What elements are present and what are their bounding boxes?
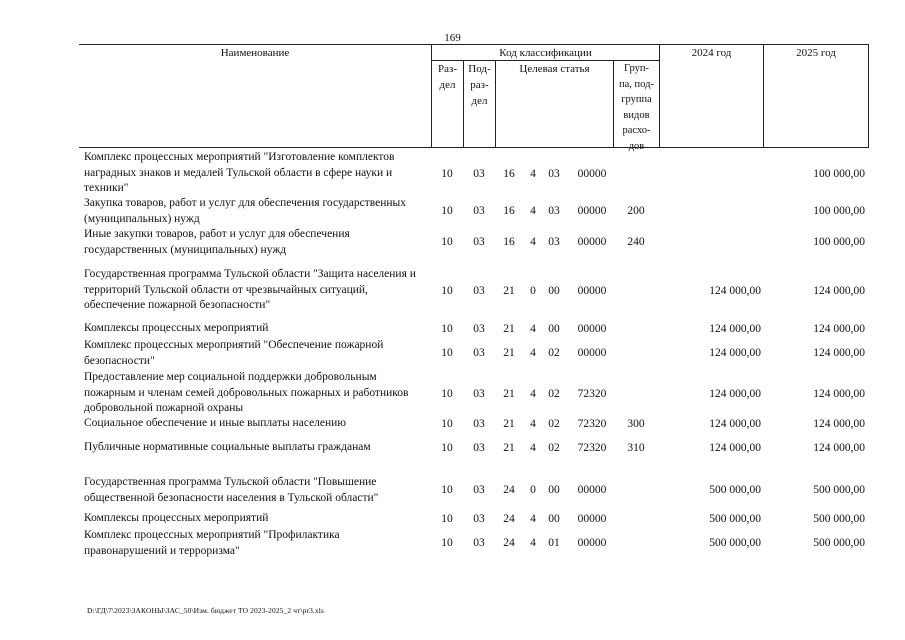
target-subprogram: 02 xyxy=(548,418,560,430)
row-name: Закупка товаров, работ и услуг для обеспечения государственных (муниципальных) нужд xyxy=(84,197,407,225)
amount-2025: 124 000,00 xyxy=(813,418,865,430)
target-type: 4 xyxy=(530,205,536,217)
amount-2025: 100 000,00 xyxy=(813,205,865,217)
target-program: 21 xyxy=(503,323,515,335)
amount-2025: 124 000,00 xyxy=(813,388,865,400)
amount-2024: 124 000,00 xyxy=(709,418,761,430)
podrazdel: 03 xyxy=(473,537,485,549)
expense-group: 200 xyxy=(627,205,645,217)
header-code: Код классификации xyxy=(431,45,659,60)
target-program: 24 xyxy=(503,484,515,496)
target-program: 24 xyxy=(503,537,515,549)
target-program: 21 xyxy=(503,388,515,400)
target-direction: 00000 xyxy=(577,236,607,248)
target-subprogram: 02 xyxy=(548,347,560,359)
target-program: 21 xyxy=(503,347,515,359)
target-direction: 00000 xyxy=(577,323,607,335)
amount-2024: 124 000,00 xyxy=(709,323,761,335)
target-program: 24 xyxy=(503,513,515,525)
amount-2024: 124 000,00 xyxy=(709,442,761,454)
podrazdel: 03 xyxy=(473,513,485,525)
row-name: Публичные нормативные социальные выплаты гражданам xyxy=(84,441,371,453)
amount-2025: 124 000,00 xyxy=(813,285,865,297)
podrazdel: 03 xyxy=(473,442,485,454)
target-type: 0 xyxy=(530,484,536,496)
razdel: 10 xyxy=(441,418,453,430)
amount-2024: 124 000,00 xyxy=(709,388,761,400)
row-name: Комплекс процессных мероприятий "Обеспечение пожарной безопасности" xyxy=(84,339,384,367)
row-name: Комплекс процессных мероприятий "Профилактика правонарушений и терроризма" xyxy=(84,529,340,557)
podrazdel: 03 xyxy=(473,236,485,248)
amount-2025: 100 000,00 xyxy=(813,168,865,180)
row-name: Комплексы процессных мероприятий xyxy=(84,512,269,524)
razdel: 10 xyxy=(441,513,453,525)
row-name: Комплексы процессных мероприятий xyxy=(84,322,269,334)
razdel: 10 xyxy=(441,537,453,549)
target-direction: 00000 xyxy=(577,205,607,217)
target-program: 16 xyxy=(503,205,515,217)
target-program: 21 xyxy=(503,285,515,297)
row-name: Государственная программа Тульской области "Повышение общественной безопасности населения в Тульской области" xyxy=(84,476,379,504)
razdel: 10 xyxy=(441,168,453,180)
row-name: Комплекс процессных мероприятий "Изготовление комплектов наградных знаков и медалей Тульской области в сфере науки и техники" xyxy=(84,151,395,194)
row-name: Иные закупки товаров, работ и услуг для обеспечения государственных (муниципальных) нужд xyxy=(84,228,350,256)
amount-2024: 124 000,00 xyxy=(709,285,761,297)
razdel: 10 xyxy=(441,205,453,217)
razdel: 10 xyxy=(441,323,453,335)
amount-2025: 500 000,00 xyxy=(813,537,865,549)
podrazdel: 03 xyxy=(473,285,485,297)
expense-group: 300 xyxy=(627,418,645,430)
target-direction: 00000 xyxy=(577,347,607,359)
header-2024: 2024 год xyxy=(659,45,763,147)
podrazdel: 03 xyxy=(473,347,485,359)
target-program: 21 xyxy=(503,442,515,454)
podrazdel: 03 xyxy=(473,484,485,496)
razdel: 10 xyxy=(441,285,453,297)
amount-2025: 124 000,00 xyxy=(813,442,865,454)
podrazdel: 03 xyxy=(473,418,485,430)
amount-2024: 124 000,00 xyxy=(709,347,761,359)
target-direction: 72320 xyxy=(577,442,607,454)
target-subprogram: 02 xyxy=(548,388,560,400)
expense-group: 310 xyxy=(627,442,645,454)
header-name: Наименование xyxy=(220,47,290,59)
target-type: 0 xyxy=(530,285,536,297)
razdel: 10 xyxy=(441,347,453,359)
target-type: 4 xyxy=(530,236,536,248)
target-type: 4 xyxy=(530,537,536,549)
razdel: 10 xyxy=(441,388,453,400)
target-type: 4 xyxy=(530,442,536,454)
header-podrazdel: Под- раз- дел xyxy=(463,61,495,147)
target-direction: 72320 xyxy=(577,418,607,430)
target-direction: 72320 xyxy=(577,388,607,400)
podrazdel: 03 xyxy=(473,168,485,180)
row-name: Предоставление мер социальной поддержки добровольным пожарным и членам семей добровольных пожарных и работников добровольной пожарной охраны xyxy=(84,371,409,414)
amount-2024: 500 000,00 xyxy=(709,484,761,496)
target-subprogram: 00 xyxy=(548,285,560,297)
header-group: Груп- па, под- группа видов расхо- дов xyxy=(613,61,659,147)
target-subprogram: 03 xyxy=(548,205,560,217)
target-subprogram: 03 xyxy=(548,236,560,248)
target-program: 21 xyxy=(503,418,515,430)
target-subprogram: 00 xyxy=(548,513,560,525)
page-number: 169 xyxy=(444,32,461,44)
header-razdel: Раз- дел xyxy=(431,61,463,147)
target-type: 4 xyxy=(530,347,536,359)
target-direction: 00000 xyxy=(577,537,607,549)
target-direction: 00000 xyxy=(577,168,607,180)
razdel: 10 xyxy=(441,236,453,248)
amount-2024: 500 000,00 xyxy=(709,513,761,525)
podrazdel: 03 xyxy=(473,388,485,400)
target-program: 16 xyxy=(503,168,515,180)
razdel: 10 xyxy=(441,484,453,496)
file-path-footer: D:\ГД\7\2023\ЗАКОНЫ\ЗАС_50\Изм. бюджет ТО 2023-2025_2 чт\pr3.xls xyxy=(87,606,324,615)
amount-2025: 500 000,00 xyxy=(813,484,865,496)
target-type: 4 xyxy=(530,388,536,400)
target-type: 4 xyxy=(530,418,536,430)
expense-group: 240 xyxy=(627,236,645,248)
target-subprogram: 00 xyxy=(548,484,560,496)
target-direction: 00000 xyxy=(577,285,607,297)
row-name: Государственная программа Тульской области "Защита населения и территорий Тульской области от чрезвычайных ситуаций, обеспечение пожарной безопасности" xyxy=(84,268,416,311)
header-2025: 2025 год xyxy=(763,45,869,147)
target-subprogram: 01 xyxy=(548,537,560,549)
amount-2024: 500 000,00 xyxy=(709,537,761,549)
target-program: 16 xyxy=(503,236,515,248)
target-subprogram: 03 xyxy=(548,168,560,180)
amount-2025: 124 000,00 xyxy=(813,323,865,335)
amount-2025: 100 000,00 xyxy=(813,236,865,248)
target-type: 4 xyxy=(530,513,536,525)
target-direction: 00000 xyxy=(577,484,607,496)
target-subprogram: 02 xyxy=(548,442,560,454)
amount-2025: 500 000,00 xyxy=(813,513,865,525)
razdel: 10 xyxy=(441,442,453,454)
row-name: Социальное обеспечение и иные выплаты населению xyxy=(84,417,346,429)
podrazdel: 03 xyxy=(473,205,485,217)
header-target: Целевая статья xyxy=(495,61,613,147)
target-subprogram: 00 xyxy=(548,323,560,335)
podrazdel: 03 xyxy=(473,323,485,335)
target-type: 4 xyxy=(530,168,536,180)
target-direction: 00000 xyxy=(577,513,607,525)
table-header xyxy=(79,44,869,152)
target-type: 4 xyxy=(530,323,536,335)
amount-2025: 124 000,00 xyxy=(813,347,865,359)
